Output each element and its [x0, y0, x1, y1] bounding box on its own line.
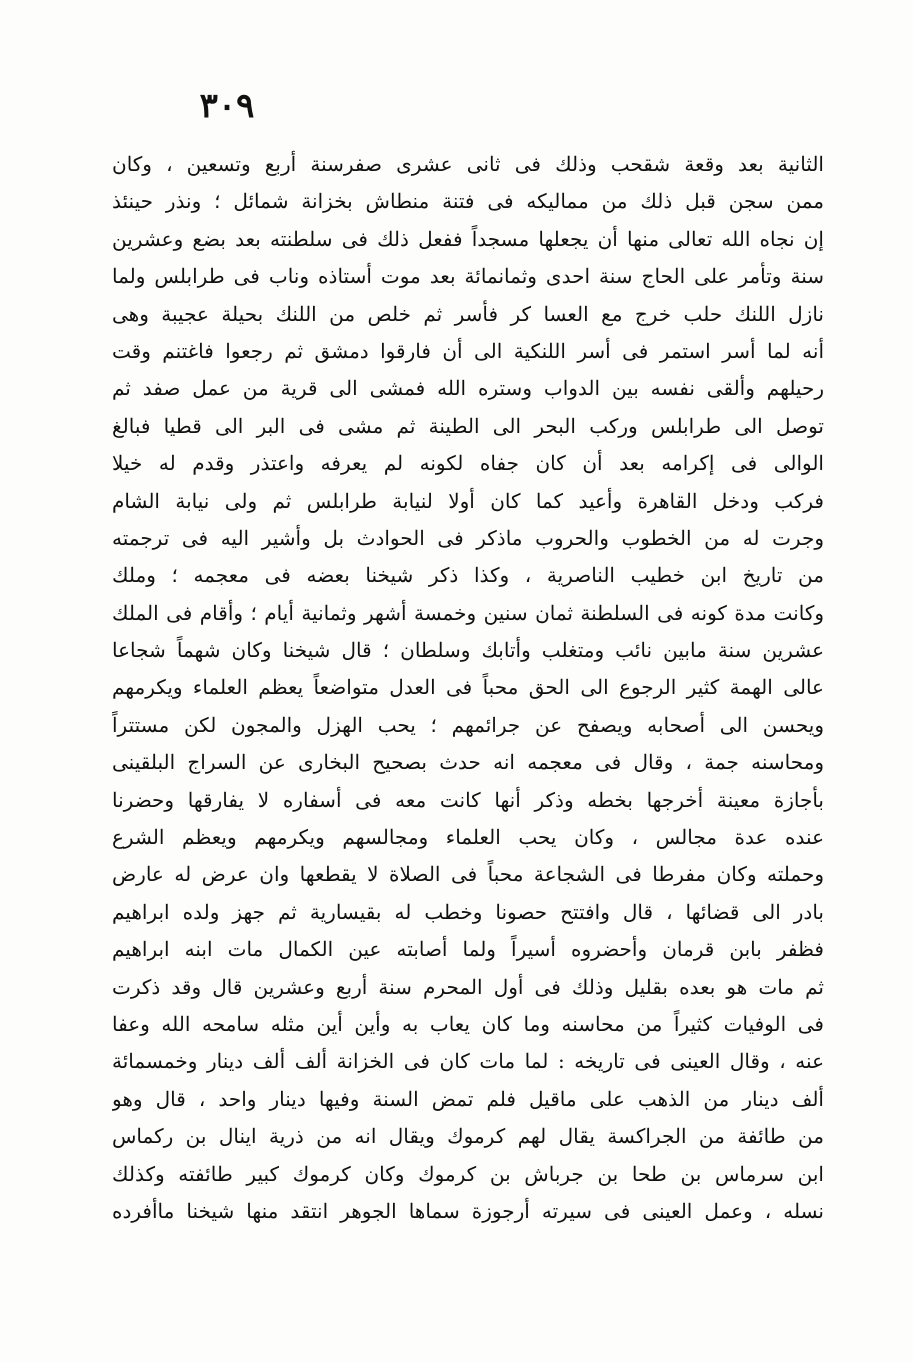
- text-line: ابن سرماس بن طحا بن جرباش بن كرموك وكان كرموك كبير طائفته وكذلك: [112, 1161, 824, 1186]
- text-line: توصل الى طرابلس وركب البحر الى الطينة ثم مشى فى البر الى قطيا فبالغ: [112, 413, 824, 438]
- text-line: وحملته وكان مفرطا فى الشجاعة محباً فى الصلاة لا يقطعها وان عرض له عارض: [112, 862, 824, 887]
- page-text: [112, 146, 824, 1230]
- text-line: من تاريخ ابن خطيب الناصرية ، وكذا ذكر شيخنا بعضه فى معجمه ؛ وملك: [112, 563, 824, 588]
- text-line: ممن سجن قبل ذلك من مماليكه فى فتنة منطاش بخزانة شمائل ؛ ونذر حينئذ: [112, 189, 824, 214]
- text-line: عالى الهمة كثير الرجوع الى الحق محباً فى العدل متواضعاً يعظم العلماء ويكرمهم: [112, 675, 824, 700]
- text-line: نسله ، وعمل العينى فى سيرته أرجوزة سماها الجوهر انتقد منها شيخنا ماأفرده: [112, 1198, 824, 1223]
- text-line: فركب ودخل القاهرة وأعيد كما كان أولا لنيابة طرابلس ثم ولى نيابة الشام: [112, 488, 824, 513]
- page-number: ٣٠٩: [199, 86, 255, 126]
- text-line: ويحسن الى أصحابه ويصفح عن جرائمهم ؛ يحب الهزل والمجون لكن مستتراً: [112, 712, 824, 737]
- text-line: الثانية بعد وقعة شقحب وذلك فى ثانى عشرى صفرسنة أربع وتسعين ، وكان: [112, 152, 824, 176]
- text-line: من طائفة من الجراكسة يقال لهم كرموك ويقال انه من ذرية اينال بن ركماس: [112, 1124, 824, 1149]
- text-line: ومحاسنه جمة ، وقال فى معجمه انه حدث بصحيح البخارى عن السراج البلقينى: [112, 750, 824, 775]
- text-line: فظفر بابن قرمان وأحضروه أسيراً ولما أصابته عين الكمال مات ابنه ابراهيم: [112, 937, 824, 962]
- text-line: ألف دينار من الذهب على ماقيل فلم تمض السنة وفيها دينار واحد ، قال وهو: [112, 1086, 824, 1111]
- text-line: فى الوفيات كثيراً من محاسنه وما كان يعاب به وأين أين مثله سامحه الله وعفا: [112, 1011, 824, 1036]
- text-line: عنده عدة مجالس ، وكان يحب العلماء ومجالسهم ويكرمهم ويعظم الشرع: [112, 825, 824, 850]
- text-line: عشرين سنة مابين نائب ومتغلب وأتابك وسلطان ؛ قال شيخنا وكان شهماً شجاعا: [112, 638, 824, 663]
- text-line: رحيلهم وألقى نفسه بين الدواب وستره الله فمشى الى قرية من عمل صفد ثم: [112, 376, 824, 401]
- text-line: نازل اللنك حلب خرج مع العسا كر فأسر ثم خلص من اللنك بحيلة عجيبة وهى: [112, 301, 824, 326]
- text-line: ثم مات هو بعده بقليل وذلك فى أول المحرم سنة أربع وعشرين قال وقد ذكرت: [112, 974, 824, 999]
- text-line: سنة وتأمر على الحاج سنة احدى وثمانمائة بعد موت أستاذه وناب فى طرابلس ولما: [112, 264, 824, 289]
- text-line: وجرت له من الخطوب والحروب ماذكر فى الحوادث بل وأشير اليه فى ترجمته: [112, 525, 824, 550]
- text-line: بأجازة معينة أخرجها بخطه وذكر أنها كانت معه فى أسفاره لا يفارقها وحضرنا: [112, 787, 824, 812]
- text-line: إن نجاه الله تعالى منها أن يجعلها مسجداً ففعل ذلك فى سلطنته بعد بضع وعشرين: [112, 226, 824, 251]
- text-line: بادر الى قضائها ، قال وافتتح حصونا وخطب له بقيسارية ثم جهز ولده ابراهيم: [112, 899, 824, 924]
- text-line: الوالى فى إكرامه بعد أن كان جفاه لكونه لم يعرفه واعتذر وقدم له خيلا: [112, 451, 824, 476]
- text-line: أنه لما أسر استمر فى أسر اللنكية الى أن فارقوا دمشق ثم رجعوا فاغتنم وقت: [112, 338, 824, 363]
- text-line: وكانت مدة كونه فى السلطنة ثمان سنين وخمسة أشهر وثمانية أيام ؛ وأقام فى الملك: [112, 600, 824, 625]
- text-line: عنه ، وقال العينى فى تاريخه : لما مات كان فى الخزانة ألف ألف دينار وخمسمائة: [112, 1049, 824, 1074]
